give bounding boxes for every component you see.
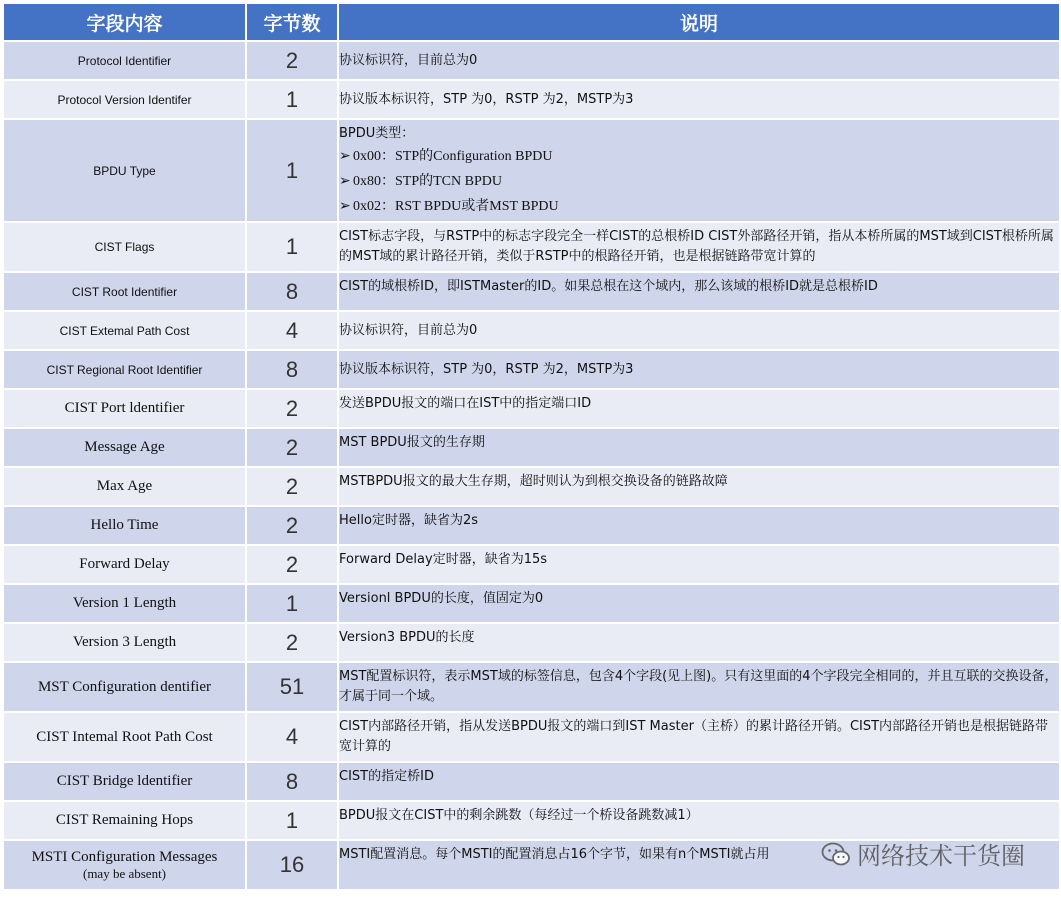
byte-count: 51 [246,662,338,712]
byte-count: 2 [246,467,338,506]
field-name: Version 3 Length [3,623,246,662]
field-name: CIST Root Identifier [3,272,246,311]
arrow-bullet-icon: ➢ [339,174,351,189]
field-name [3,840,246,890]
byte-count: 8 [246,350,338,389]
byte-count: 2 [246,389,338,428]
header-byte-count: 字节数 [246,3,338,41]
byte-count: 4 [246,311,338,350]
field-description: 协议版本标识符，STP 为0，RSTP 为2，MSTP为3 [338,350,1060,389]
table-row [3,428,1060,467]
table-row [3,272,1060,311]
field-description: Versionl BPDU的长度，值固定为0 [338,584,1060,623]
field-description: MSTBPDU报文的最大生存期，超时则认为到根交换设备的链路故障 [338,467,1060,506]
description-bullet [339,194,1059,219]
field-name: CIST Remaining Hops [3,801,246,840]
table-row [3,801,1060,840]
table-row [3,350,1060,389]
field-description: 发送BPDU报文的端口在IST中的指定端口ID [338,389,1060,428]
table-row [3,41,1060,80]
table-row [3,389,1060,428]
table-header-row [3,3,1060,41]
byte-count: 2 [246,623,338,662]
field-name: CIST Port ldentifier [3,389,246,428]
field-name: Max Age [3,467,246,506]
field-description: 协议版本标识符，STP 为0，RSTP 为2，MSTP为3 [338,80,1060,119]
byte-count: 1 [246,80,338,119]
field-name: MST Configuration dentifier [3,662,246,712]
field-name: Forward Delay [3,545,246,584]
table-row [3,467,1060,506]
field-name: CIST Flags [3,222,246,272]
byte-count: 1 [246,584,338,623]
table-row [3,222,1060,272]
field-description: Version3 BPDU的长度 [338,623,1060,662]
header-description: 说明 [338,3,1060,41]
field-description: CIST内部路径开销，指从发送BPDU报文的端口到IST Master（主桥）的累计路径开销。CIST内部路径开销也是根据链路带宽计算的 [338,712,1060,762]
field-name: CIST Bridge ldentifier [3,762,246,801]
field-name: Version 1 Length [3,584,246,623]
arrow-bullet-icon: ➢ [339,199,351,214]
description-title: BPDU类型： [339,126,415,141]
field-description: 协议标识符，目前总为0 [338,311,1060,350]
header-field-content: 字段内容 [3,3,246,41]
field-name: BPDU Type [3,119,246,222]
field-name: CIST Regional Root Identifier [3,350,246,389]
field-name: CIST Extemal Path Cost [3,311,246,350]
field-description: MSTI配置消息。每个MSTI的配置消息占16个字节，如果有n个MSTI就占用 [338,840,1060,890]
field-description: MST配置标识符，表示MST域的标签信息，包含4个字段(见上图)。只有这里面的4个字段完全相同的，并且互联的交换设备，才属于同一个域。 [338,662,1060,712]
arrow-bullet-icon: ➢ [339,149,351,164]
field-description: BPDU报文在CIST中的剩余跳数（每经过一个桥设备跳数减1） [338,801,1060,840]
table-row [3,311,1060,350]
table-row [3,840,1060,890]
field-description: CIST的指定桥ID [338,762,1060,801]
field-name: Protocol Version Identifer [3,80,246,119]
table-row [3,762,1060,801]
field-description: Forward Delay定时器，缺省为15s [338,545,1060,584]
watermark-text: 网络技术干货圈 [857,842,1025,870]
table-row [3,623,1060,662]
table-row [3,80,1060,119]
field-name: CIST Intemal Root Path Cost [3,712,246,762]
field-name: Hello Time [3,506,246,545]
byte-count: 2 [246,506,338,545]
byte-count: 1 [246,801,338,840]
bpdu-field-table [2,2,1061,891]
byte-count: 2 [246,41,338,80]
bullet-text: 0x00：STP的Configuration BPDU [353,149,553,164]
table-row [3,712,1060,762]
byte-count: 8 [246,762,338,801]
field-name: Message Age [3,428,246,467]
table-row [3,584,1060,623]
field-name-note: (may be absent) [82,865,167,881]
table-row [3,119,1060,222]
byte-count: 2 [246,545,338,584]
byte-count: 1 [246,119,338,222]
byte-count: 2 [246,428,338,467]
table-row [3,662,1060,712]
field-description: Hello定时器，缺省为2s [338,506,1060,545]
byte-count: 4 [246,712,338,762]
field-description: CIST标志字段，与RSTP中的标志字段完全一样CIST的总根桥ID CIST外部路径开销，指从本桥所属的MST域到CIST根桥所属的MST域的累计路径开销，类似于RSTP中的根路径开销，也是根据链路带宽计算的 [338,222,1060,272]
field-description: 协议标识符，目前总为0 [338,41,1060,80]
field-description: CIST的域根桥ID，即ISTMaster的ID。如果总根在这个域内，那么该域的根桥ID就是总根桥ID [338,272,1060,311]
field-name: Protocol Identifier [3,41,246,80]
field-description [338,119,1060,222]
description-bullet [339,169,1059,194]
bullet-text: 0x02：RST BPDU或者MST BPDU [353,199,559,214]
table-row [3,506,1060,545]
bullet-text: 0x80：STP的TCN BPDU [353,174,502,189]
description-bullet [339,144,1059,169]
field-name-main: MSTI Configuration Messages [31,848,218,865]
byte-count: 8 [246,272,338,311]
byte-count: 1 [246,222,338,272]
byte-count: 16 [246,840,338,890]
field-description: MST BPDU报文的生存期 [338,428,1060,467]
table-row [3,545,1060,584]
